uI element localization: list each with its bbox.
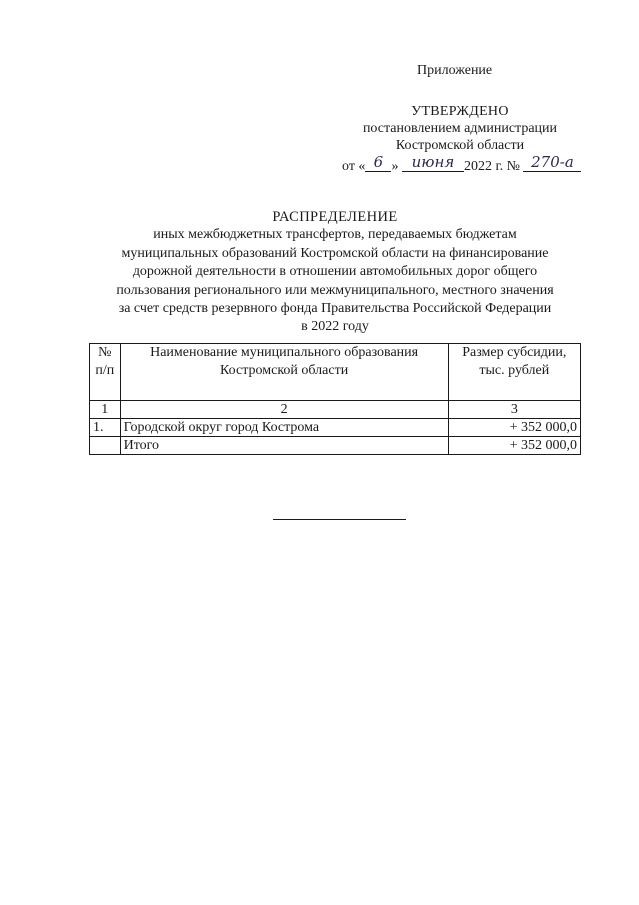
decree-date-line (342, 155, 622, 177)
subsidy-amount-cell: + 352 000,0 (448, 419, 580, 437)
decree-number-field (523, 155, 581, 172)
total-label-cell: Итого (120, 437, 448, 455)
column-number-row (90, 401, 581, 419)
date-year-label: 2022 г. № (463, 159, 520, 174)
table-total-row (90, 437, 581, 455)
header-municipality-line-1: Наименование муниципального образования (150, 345, 419, 360)
date-prefix: от « (342, 159, 366, 174)
column-number-cell: 2 (120, 401, 448, 419)
distribution-table (89, 343, 581, 455)
header-municipality-line-2: Костромской области (220, 363, 349, 378)
approved-by-line-2: Костромской области (395, 138, 525, 153)
header-municipality (120, 344, 448, 401)
table-row (90, 419, 581, 437)
closing-divider (273, 519, 406, 520)
document-title: РАСПРЕДЕЛЕНИЕ (272, 209, 398, 225)
header-number-line-1: № (98, 345, 112, 360)
header-amount-line-1: Размер субсидии, (462, 345, 567, 360)
annex-label: Приложение (417, 63, 493, 78)
total-number-cell (90, 437, 121, 455)
document-heading (90, 208, 580, 337)
decree-number-handwritten: 270-а (531, 153, 574, 171)
approved-by-line-1: постановлением администрации (362, 121, 558, 136)
date-month-handwritten: июня (411, 153, 455, 171)
column-number-cell: 1 (90, 401, 121, 419)
date-day-field (365, 155, 391, 172)
approval-block (340, 103, 580, 154)
header-amount-line-2: тыс. рублей (479, 363, 550, 378)
table-header-row (90, 344, 581, 401)
heading-line-4: пользования регионального или межмуниципального, местного значения (116, 282, 554, 298)
row-number-cell: 1. (90, 419, 121, 437)
date-day-handwritten: 6 (373, 153, 384, 171)
column-number-cell: 3 (448, 401, 580, 419)
heading-line-1: иных межбюджетных трансфертов, передаваемых бюджетам (153, 227, 517, 243)
approved-title: УТВЕРЖДЕНО (411, 104, 509, 119)
heading-line-6: в 2022 году (301, 319, 369, 335)
heading-line-2: муниципальных образований Костромской области на финансирование (121, 245, 549, 261)
header-number (90, 344, 121, 401)
date-month-field (402, 155, 464, 172)
heading-line-5: за счет средств резервного фонда Правительства Российской Федерации (118, 301, 552, 317)
total-amount-cell: + 352 000,0 (448, 437, 580, 455)
header-number-line-2: п/п (95, 363, 115, 378)
municipality-name-cell: Городской округ город Кострома (120, 419, 448, 437)
header-subsidy-amount (448, 344, 580, 401)
date-close-quote: » (391, 159, 399, 174)
heading-line-3: дорожной деятельности в отношении автомобильных дорог общего (132, 264, 538, 280)
